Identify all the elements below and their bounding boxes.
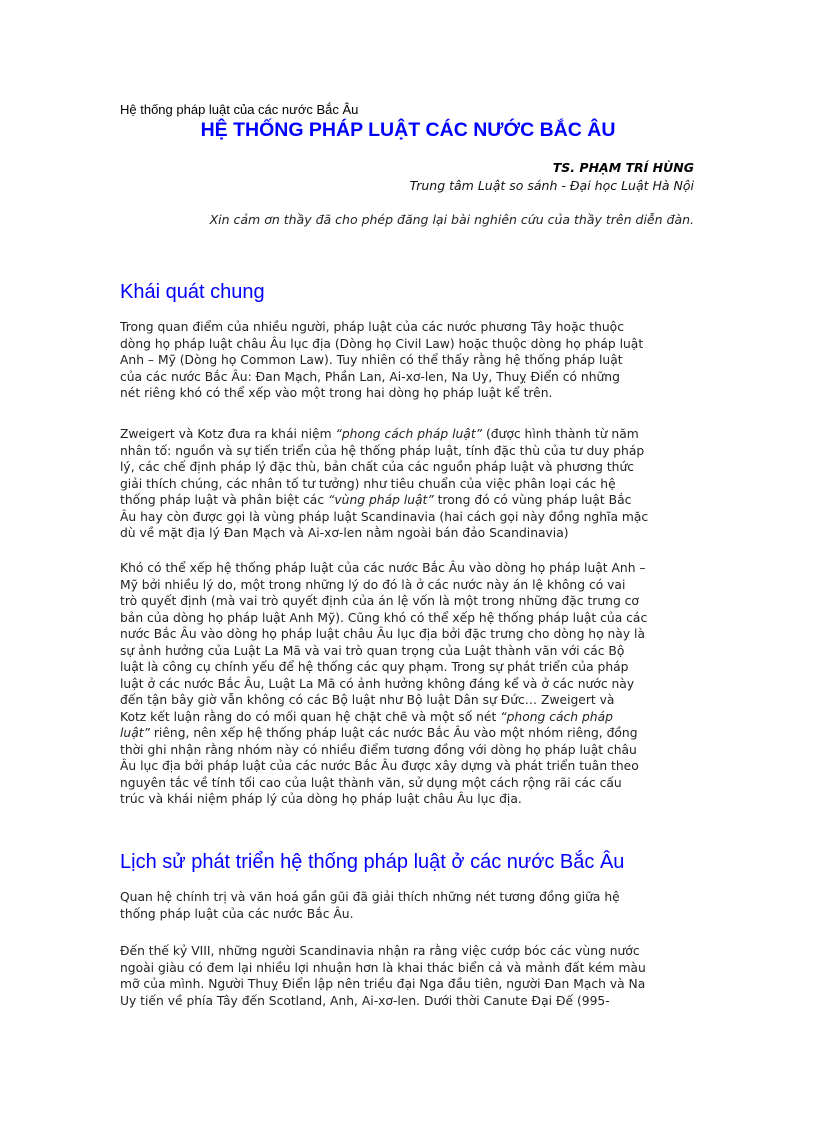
text-line bbox=[120, 976, 700, 993]
text-run: nước Bắc Âu vào dòng họ pháp luật châu Âu lục địa bởi đặc trưng cho dòng họ này là bbox=[120, 627, 645, 641]
text-run: giải thích chúng, các nhân tố tư tưởng) như tiêu chuẩn của việc phân loại các hệ bbox=[120, 476, 616, 491]
text-line bbox=[120, 610, 700, 627]
text-run: Đến thế kỷ VIII, những người Scandinavia nhận ra rằng việc cướp bóc các vùng nước bbox=[120, 944, 640, 958]
text-run: trong đó có vùng pháp luật Bắc bbox=[433, 493, 632, 507]
text-run: dòng họ pháp luật châu Âu lục địa (Dòng họ Civil Law) hoặc thuộc dòng họ pháp luật bbox=[120, 336, 644, 351]
text-line bbox=[120, 659, 700, 676]
text-line bbox=[120, 960, 700, 977]
text-run: Trong quan điểm của nhiều người, pháp luật của các nước phương Tây hoặc thuộc bbox=[120, 320, 624, 334]
text-run: bản của dòng họ pháp luật Anh Mỹ). Cũng khó có thể xếp hệ thống pháp luật của các bbox=[120, 610, 648, 625]
text-line bbox=[120, 725, 700, 742]
text-run: Khó có thể xếp hệ thống pháp luật của các nước Bắc Âu vào dòng họ pháp luật Anh – bbox=[120, 561, 646, 575]
text-line bbox=[120, 993, 700, 1010]
text-run: nguyên tắc về tính tối cao của luật thành văn, sử dụng một cách rộng rãi các cấu bbox=[120, 775, 622, 790]
text-run: Âu hay còn được gọi là vùng pháp luật Scandinavia (hai cách gọi này đồng nghĩa mặc bbox=[120, 509, 649, 524]
text-run: Âu lục địa bởi pháp luật của các nước Bắc Âu được xây dựng và phát triển tuân theo bbox=[120, 759, 639, 773]
text-line bbox=[120, 626, 700, 643]
text-line bbox=[120, 943, 700, 960]
text-run: Mỹ bởi nhiều lý do, một trong những lý do đó là ở các nước này án lệ không có vai bbox=[120, 577, 626, 592]
text-run: dù về mặt địa lý Đan Mạch và Ai-xơ-len nằm ngoài bán đảo Scandinavia) bbox=[120, 526, 569, 540]
text-line bbox=[120, 906, 700, 923]
text-run: sự ảnh hưởng của Luật La Mã và vai trò quan trọng của Luật thành văn với các Bộ bbox=[120, 643, 625, 658]
section-heading-history: Lịch sử phát triển hệ thống pháp luật ở các nước Bắc Âu bbox=[120, 851, 625, 873]
text-run: thống pháp luật của các nước Bắc Âu. bbox=[120, 906, 354, 921]
text-line bbox=[120, 577, 700, 594]
text-line bbox=[120, 443, 700, 460]
text-line bbox=[120, 560, 700, 577]
text-run: Uy tiến về phía Tây đến Scotland, Anh, Ai-xơ-len. Dưới thời Canute Đại Đế (995- bbox=[120, 993, 610, 1008]
italic-term: “phong cách pháp bbox=[500, 709, 613, 724]
text-run: mỡ của mình. Người Thuỵ Điển lập nên triều đại Nga đầu tiên, người Đan Mạch và Na bbox=[120, 977, 646, 991]
text-line bbox=[120, 643, 700, 660]
text-line bbox=[120, 758, 700, 775]
text-run: thời ghi nhận rằng nhóm này có nhiều điểm tương đồng với dòng họ pháp luật châu bbox=[120, 742, 637, 757]
text-run: Anh – Mỹ (Dòng họ Common Law). Tuy nhiên có thể thấy rằng hệ thống pháp luật bbox=[120, 353, 623, 367]
text-line bbox=[120, 525, 700, 542]
text-run: nét riêng khó có thể xếp vào một trong hai dòng họ pháp luật kể trên. bbox=[120, 386, 553, 400]
text-run: luật là công cụ chính yếu để hệ thống các quy phạm. Trong sự phát triển của pháp bbox=[120, 660, 629, 674]
running-head: Hệ thống pháp luật của các nước Bắc Âu bbox=[120, 102, 359, 117]
text-run: ngoài giàu có đem lại nhiều lợi nhuận hơn là khai thác biển cả và mảnh đất kém màu bbox=[120, 960, 646, 975]
text-line bbox=[120, 889, 700, 906]
text-run: đến tận bây giờ vẫn không có các Bộ luật như Bộ luật Dân sự Đức… Zweigert và bbox=[120, 693, 615, 707]
italic-term: “vùng pháp luật” bbox=[328, 493, 434, 507]
text-line bbox=[120, 775, 700, 792]
acknowledgement-note: Xin cảm ơn thầy đã cho phép đăng lại bài nghiên cứu của thầy trên diễn đàn. bbox=[209, 212, 694, 227]
paragraph bbox=[120, 560, 700, 808]
paragraph bbox=[120, 943, 700, 1009]
author-affiliation: Trung tâm Luật so sánh - Đại học Luật Hà Nội bbox=[409, 178, 694, 193]
text-line bbox=[120, 336, 700, 353]
text-line bbox=[120, 492, 700, 509]
text-line bbox=[120, 742, 700, 759]
text-line bbox=[120, 791, 700, 808]
italic-term: “phong cách pháp luật” bbox=[335, 427, 483, 441]
text-run: trúc và khái niệm pháp lý của dòng họ pháp luật châu Âu lục địa. bbox=[120, 792, 522, 806]
text-line bbox=[120, 709, 700, 726]
text-run: luật ở các nước Bắc Âu, Luật La Mã có ảnh hưởng không đáng kể và ở các nước này bbox=[120, 676, 635, 691]
text-line bbox=[120, 459, 700, 476]
document-title: HỆ THỐNG PHÁP LUẬT CÁC NƯỚC BẮC ÂU bbox=[200, 119, 616, 141]
text-line bbox=[120, 676, 700, 693]
text-line bbox=[120, 385, 700, 402]
paragraph bbox=[120, 319, 700, 402]
section-heading-overview: Khái quát chung bbox=[120, 281, 265, 303]
text-run: lý, các chế định pháp lý đặc thù, bản chất của các nguồn pháp luật và phương thức bbox=[120, 460, 635, 474]
text-line bbox=[120, 369, 700, 386]
text-run: Zweigert và Kotz đưa ra khái niệm bbox=[120, 427, 336, 441]
text-run: thống pháp luật và phân biệt các bbox=[120, 493, 329, 507]
text-line bbox=[120, 692, 700, 709]
text-line bbox=[120, 426, 700, 443]
text-run: Kotz kết luận rằng do có mối quan hệ chặt chẽ và một số nét bbox=[120, 709, 501, 724]
italic-term: luật” bbox=[120, 726, 150, 740]
text-run: của các nước Bắc Âu: Đan Mạch, Phần Lan, Ai-xơ-len, Na Uy, Thuỵ Điển có những bbox=[120, 369, 620, 384]
text-run: nhân tố: nguồn và sự tiến triển của hệ thống pháp luật, tính đặc thù của tư duy pháp bbox=[120, 443, 645, 458]
text-run: Quan hệ chính trị và văn hoá gần gũi đã giải thích những nét tương đồng giữa hệ bbox=[120, 890, 620, 904]
text-line bbox=[120, 593, 700, 610]
text-line bbox=[120, 352, 700, 369]
text-run: trò quyết định (mà vai trò quyết định của án lệ vốn là một trong những đặc trưng cơ bbox=[120, 594, 639, 608]
text-line bbox=[120, 319, 700, 336]
text-run: riêng, nên xếp hệ thống pháp luật các nước Bắc Âu vào một nhóm riêng, đồng bbox=[149, 726, 638, 740]
text-line bbox=[120, 476, 700, 493]
paragraph bbox=[120, 426, 700, 542]
text-line bbox=[120, 509, 700, 526]
paragraph bbox=[120, 889, 700, 922]
text-run: (được hình thành từ năm bbox=[482, 427, 639, 441]
author-name: TS. PHẠM TRÍ HÙNG bbox=[552, 160, 694, 175]
